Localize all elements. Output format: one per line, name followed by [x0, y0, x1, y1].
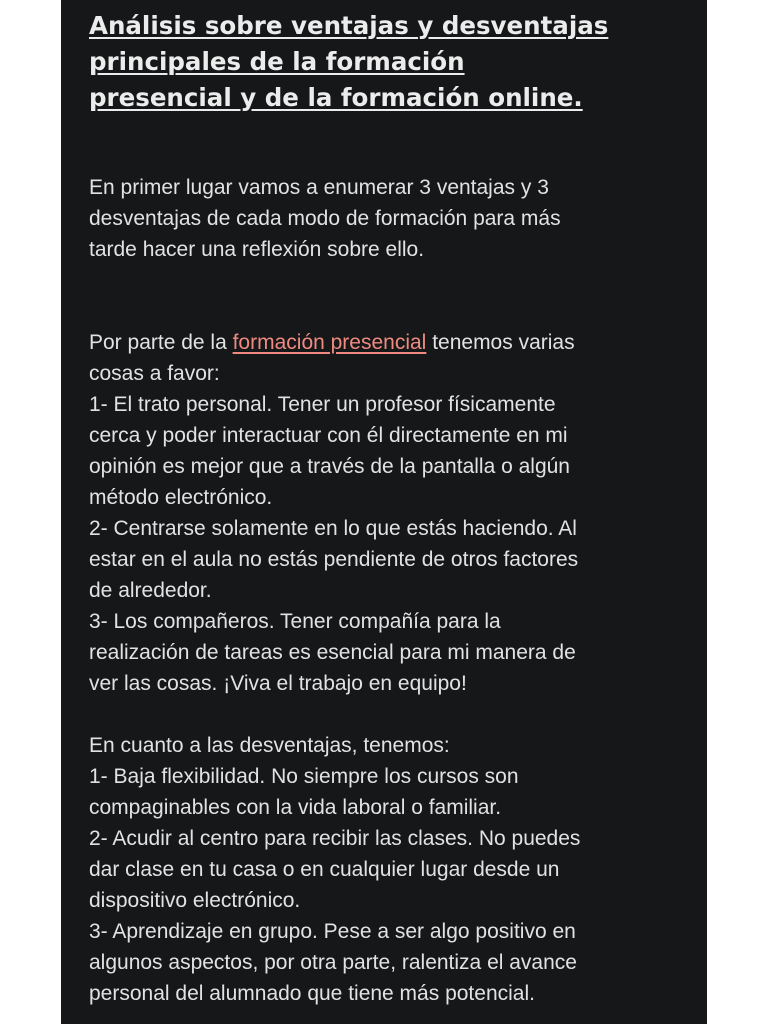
title-line: Análisis sobre ventajas y desventajas [89, 11, 609, 40]
article-content [89, 8, 689, 1009]
ventajas-line: 2- Centrarse solamente en lo que estás haciendo. Al [89, 517, 577, 540]
ventajas-line: ver las cosas. ¡Viva el trabajo en equipo! [89, 672, 467, 695]
intro-line: desventajas de cada modo de formación para más [89, 207, 561, 230]
document-page [61, 0, 707, 1024]
lead-text-after: tenemos varias [426, 331, 575, 354]
ventajas-line: cosas a favor: [89, 362, 220, 385]
desventajas-line: 3- Aprendizaje en grupo. Pese a ser algo positivo en [89, 920, 576, 943]
ventajas-line: de alrededor. [89, 579, 212, 602]
desventajas-line: 2- Acudir al centro para recibir las clases. No puedes [89, 827, 581, 850]
ventajas-line: realización de tareas es esencial para mi manera de [89, 641, 576, 664]
article-title [89, 8, 689, 116]
ventajas-lead-line [89, 327, 689, 358]
desventajas-line: algunos aspectos, por otra parte, ralentiza el avance [89, 951, 577, 974]
ventajas-line: cerca y poder interactuar con él directamente en mi [89, 424, 568, 447]
title-line: principales de la formación [89, 47, 465, 76]
desventajas-line: En cuanto a las desventajas, tenemos: [89, 734, 450, 757]
desventajas-line: dispositivo electrónico. [89, 889, 301, 912]
lead-text-before: Por parte de la [89, 331, 233, 354]
ventajas-line: 3- Los compañeros. Tener compañía para la [89, 610, 501, 633]
formacion-presencial-link[interactable]: formación presencial [232, 331, 427, 354]
ventajas-line: 1- El trato personal. Tener un profesor físicamente [89, 393, 556, 416]
ventajas-line: opinión es mejor que a través de la pantalla o algún [89, 455, 570, 478]
desventajas-line: personal del alumnado que tiene más potencial. [89, 982, 535, 1005]
desventajas-line: dar clase en tu casa o en cualquier lugar desde un [89, 858, 560, 881]
ventajas-line: método electrónico. [89, 486, 273, 509]
desventajas-line: 1- Baja flexibilidad. No siempre los cursos son [89, 765, 519, 788]
ventajas-paragraph [89, 327, 689, 699]
title-line: presencial y de la formación online. [89, 83, 583, 112]
intro-line: tarde hacer una reflexión sobre ello. [89, 238, 425, 261]
ventajas-line: estar en el aula no estás pendiente de otros factores [89, 548, 579, 571]
intro-paragraph [89, 172, 689, 265]
desventajas-line: compaginables con la vida laboral o familiar. [89, 796, 502, 819]
desventajas-paragraph [89, 730, 689, 1009]
intro-line: En primer lugar vamos a enumerar 3 ventajas y 3 [89, 176, 549, 199]
